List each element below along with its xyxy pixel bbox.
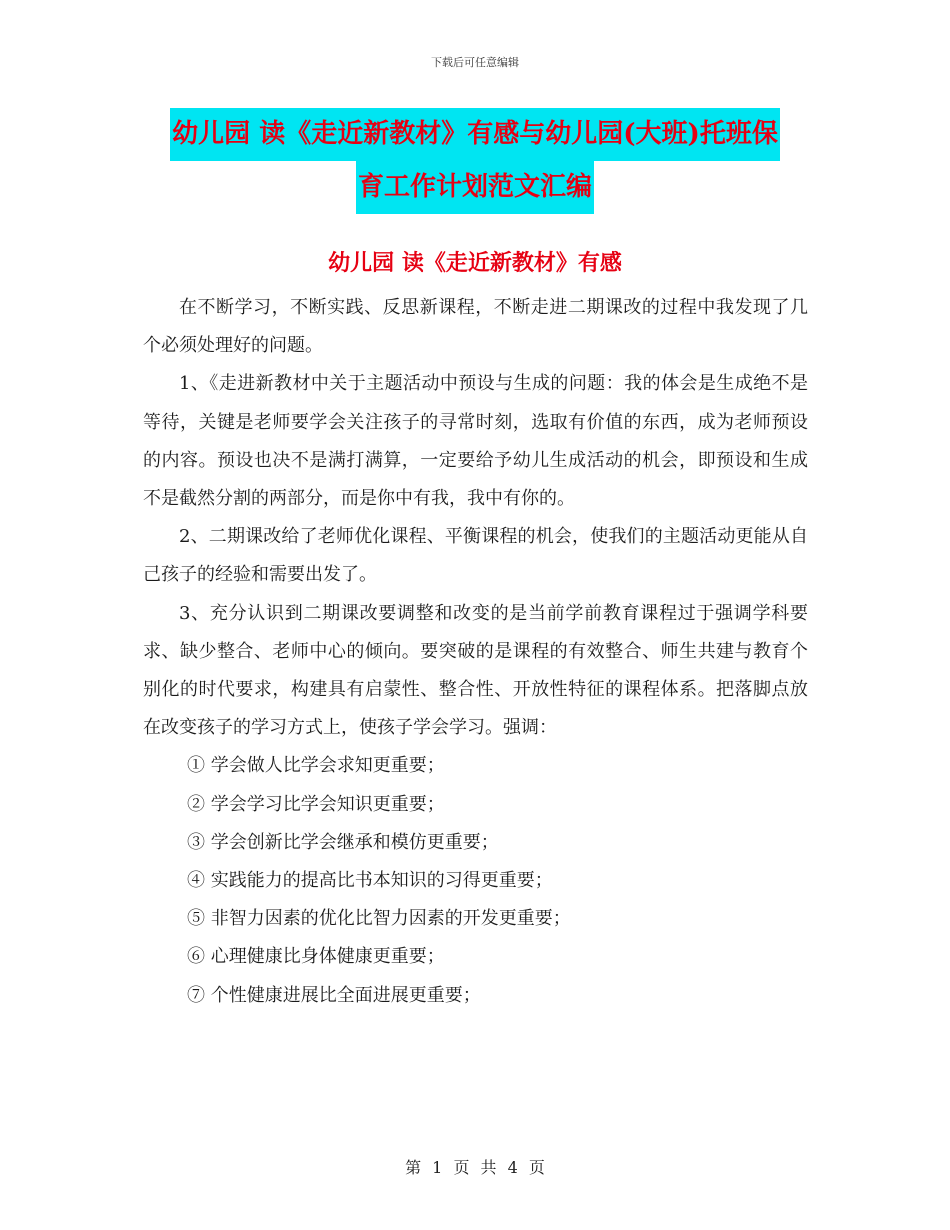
list-item: ④ 实践能力的提高比书本知识的习得更重要； bbox=[187, 870, 553, 892]
page-footer: 第 1 页 共 4 页 bbox=[405, 1158, 545, 1177]
list-item: ⑦ 个性健康进展比全面进展更重要； bbox=[187, 984, 481, 1006]
paragraph: 2、二期课改给了老师优化课程、平衡课程的机会，使我们的主题活动更能从自己孩子的经验和需要出发了。 bbox=[143, 526, 808, 586]
title-line-1: 幼儿园 读《走近新教材》有感与幼儿园(大班)托班保 bbox=[170, 108, 780, 161]
document-title bbox=[0, 108, 950, 214]
list-item: ⑥ 心理健康比身体健康更重要； bbox=[187, 946, 445, 968]
list-item: ③ 学会创新比学会继承和模仿更重要； bbox=[187, 831, 499, 853]
paragraph: 1、《走进新教材中关于主题活动中预设与生成的问题：我的体会是生成绝不是等待，关键是老师要学会关注孩子的寻常时刻，选取有价值的东西，成为老师预设的内容。预设也决不是满打满算，一定要给予幼儿生成活动的机会，即预设和生成不是截然分割的两部分，而是你中有我，我中有你的。 bbox=[143, 373, 808, 510]
title-line-2: 育工作计划范文汇编 bbox=[356, 161, 594, 214]
section-subtitle: 幼儿园 读《走近新教材》有感 bbox=[328, 250, 622, 276]
list-item: ② 学会学习比学会知识更重要； bbox=[187, 793, 445, 815]
list-item: ⑤ 非智力因素的优化比智力因素的开发更重要； bbox=[187, 908, 571, 930]
paragraph: 在不断学习，不断实践、反思新课程，不断走进二期课改的过程中我发现了几个必须处理好的问题。 bbox=[143, 297, 808, 357]
paragraph: 3、充分认识到二期课改要调整和改变的是当前学前教育课程过于强调学科要求、缺少整合、老师中心的倾向。要突破的是课程的有效整合、师生共建与教育个别化的时代要求，构建具有启蒙性、整合性、开放性特征的课程体系。把落脚点放在改变孩子的学习方式上，使孩子学会学习。强调： bbox=[143, 602, 808, 739]
list-item: ① 学会做人比学会求知更重要； bbox=[187, 755, 445, 777]
header-note: 下载后可任意编辑 bbox=[431, 56, 519, 69]
body-text bbox=[143, 289, 808, 1015]
